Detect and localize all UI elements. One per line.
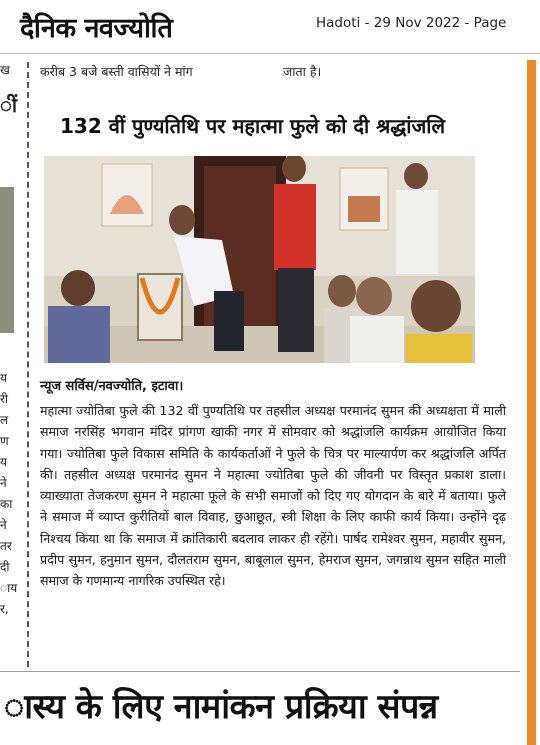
left-column-glyph: य — [0, 371, 7, 385]
left-column-glyph: तर — [0, 539, 12, 553]
next-story-headline: ास्य के लिए नामांकन प्रक्रिया संपन्न — [4, 687, 438, 727]
left-column-glyph: री — [0, 392, 9, 406]
left-column-fragment-bottom — [0, 368, 18, 620]
article-photo — [44, 156, 475, 363]
tribute-ceremony-photo — [44, 156, 475, 363]
column-divider — [27, 62, 29, 667]
masthead-divider — [0, 53, 540, 54]
article-body: महात्मा ज्योतिबा फुले की 132 वीं पुण्यतिथि पर तहसील अध्यक्ष परमानंद सुमन की अध्यक्षता में माली समाज नरसिंह भगवान मंदिर प्रांगण खाकी नगर में सोमवार को श्रद्धांजलि कार्यक्रम आयोजित किया गया। ज्योतिबा फुले विकास समिति के कार्यकर्ताओं ने फुले के चित्र पर माल्यार्पण कर श्रद्धांजलि अर्पित की। तहसील अध्यक्ष परमानंद सुमन ने महात्मा ज्योतिबा फुले की जीवनी पर विस्तृत प्रकाश डाला। व्याख्याता तेजकरण सुमन ने महात्मा फूले के सभी समाजों को दिए गए योगदान के बारे में बताया। फुले ने समाज में व्याप्त कुरीतियों बाल विवाह, छुआछूत, स्त्री शिक्षा के लिए काफी कार्य किया। उन्होंने दृढ़ निश्चय किया था कि समाज में क्रांतिकारी बदलाव लाकर ही रहेंगे। पार्षद रामेश्वर सुमन, महावीर सुमन, प्रदीप सुमन, हनुमान सुमन, दौलतराम सुमन, बाबूलाल सुमन, हेमराज सुमन, जगन्नाथ सुमन सहित माली समाज के गणमान्य नागरिक उपस्थित रहे। — [40, 403, 506, 589]
edition-dateline: Hadoti - 29 Nov 2022 - Page — [316, 15, 507, 31]
left-column-photo-fragment — [0, 187, 14, 333]
left-column-glyph: ने — [0, 518, 7, 532]
previous-story-line-right: जाता है। — [283, 64, 322, 79]
left-column-glyph: का — [0, 497, 13, 511]
left-column-glyph: दी — [0, 560, 10, 574]
article-byline: न्यूज सर्विस/नवज्योति, इटावा। — [40, 379, 184, 394]
left-column-glyph: ने — [0, 476, 7, 490]
story-divider — [0, 671, 520, 672]
left-column-glyph: ण — [0, 434, 9, 448]
left-column-glyph: य — [0, 455, 7, 469]
left-column-fragment-top — [0, 60, 18, 116]
left-column-glyph: ीं — [0, 93, 18, 116]
left-column-glyph: ाय — [0, 581, 18, 595]
accent-bar — [527, 60, 536, 745]
left-column-glyph: र, — [0, 602, 9, 616]
article-headline: 132 वीं पुण्यतिथि पर महात्मा फुले को दी श्रद्धांजलि — [60, 114, 446, 138]
left-column-glyph: ल — [0, 413, 9, 427]
previous-story-line: करीब 3 बजे बस्ती वासियों ने मांग — [40, 64, 193, 79]
newspaper-masthead: दैनिक नवज्योति — [20, 13, 173, 44]
left-column-glyph: ख — [0, 63, 10, 77]
